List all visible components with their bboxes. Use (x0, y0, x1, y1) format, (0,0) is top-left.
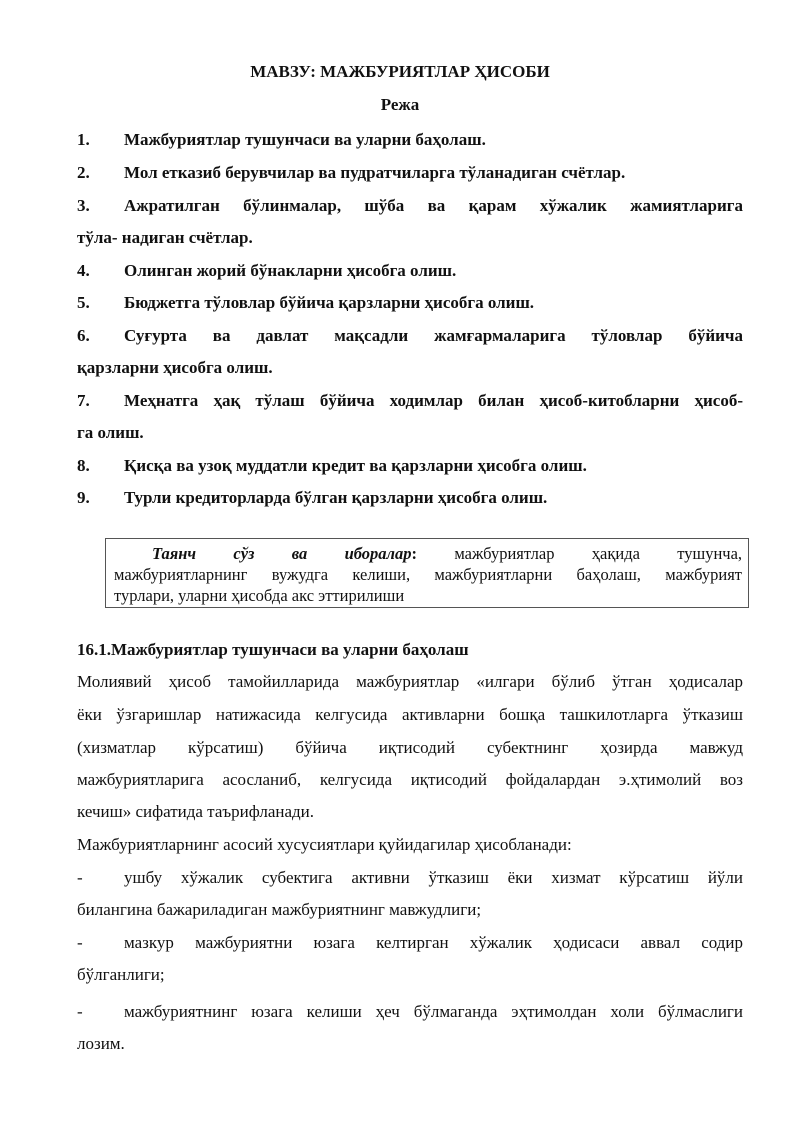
plan-item-number: 7. (77, 391, 90, 410)
keywords-box (105, 538, 749, 608)
plan-item-text-cont: га олиш. (77, 423, 144, 442)
plan-item-number: 3. (77, 196, 90, 215)
section-heading: 16.1.Мажбуриятлар тушунчаси ва уларни баҳолаш (77, 640, 469, 659)
paragraph-line: ёки ўзгаришлар натижасида келгусида активларни бошқа ташкилотларга ўтказиш (77, 705, 743, 724)
bullet-text: мажбуриятнинг юзага келиши ҳеч бўлмаганда эҳтимолдан холи бўлмаслиги (124, 1002, 743, 1021)
plan-item-number: 2. (77, 163, 90, 182)
bullet-mark: - (77, 868, 83, 887)
plan-item-text-cont: қарзларни ҳисобга олиш. (77, 358, 273, 377)
plan-item-number: 1. (77, 130, 90, 149)
plan-item-text: Бюджетга тўловлар бўйича қарзларни ҳисобга олиш. (124, 293, 535, 312)
bullet-text: ушбу хўжалик субектига активни ўтказиш ёки хизмат кўрсатиш йўли (124, 868, 743, 887)
paragraph-line: мажбуриятларига асосланиб, келгусида иқтисодий фойдалардан э.ҳтимолий воз (77, 770, 743, 789)
bullet-text: мазкур мажбуриятни юзага келтирган хўжалик ҳодисаси аввал содир (124, 933, 743, 952)
keywords-colon: : (411, 544, 418, 563)
plan-item-text: Турли кредиторларда бўлган қарзларни ҳисобга олиш. (124, 488, 548, 507)
plan-item-number: 6. (77, 326, 90, 345)
plan-item-number: 5. (77, 293, 90, 312)
bullet-text-cont: лозим. (77, 1034, 125, 1053)
plan-item-number: 4. (77, 261, 90, 280)
paragraph-line: Мажбуриятларнинг асосий хусусиятлари қуйидагилар ҳисобланади: (77, 835, 572, 854)
plan-item-text: Суғурта ва давлат мақсадли жамғармаларига тўловлар бўйича (124, 326, 743, 345)
plan-item-text: Олинган жорий бўнакларни ҳисобга олиш. (124, 261, 457, 280)
plan-item-text-cont: тўла- надиган счётлар. (77, 228, 253, 247)
plan-item-text: Қисқа ва узоқ муддатли кредит ва қарзларни ҳисобга олиш. (124, 456, 587, 475)
plan-item-text: Ажратилган бўлинмалар, шўба ва қарам хўжалик жамиятларига (124, 196, 743, 215)
paragraph-line: (хизматлар кўрсатиш) бўйича иқтисодий субектнинг ҳозирда мавжуд (77, 738, 743, 757)
plan-item-text: Мажбуриятлар тушунчаси ва уларни баҳолаш. (124, 130, 486, 149)
keywords-line-3: турлари, уларни ҳисобда акс эттирилиши (114, 586, 405, 605)
keywords-text-1: мажбуриятлар ҳақида тушунча, (454, 544, 743, 563)
keywords-line-2: мажбуриятларнинг вужудга келиши, мажбуриятларни баҳолаш, мажбурият (114, 565, 742, 584)
page-title: МАВЗУ: МАЖБУРИЯТЛАР ҲИСОБИ (250, 62, 550, 81)
plan-item-number: 8. (77, 456, 90, 475)
plan-item-number: 9. (77, 488, 90, 507)
plan-item-text: Меҳнатга ҳақ тўлаш бўйича ходимлар билан ҳисоб-китобларни ҳисоб- (124, 391, 743, 410)
paragraph-line: Молиявий ҳисоб тамойилларида мажбуриятлар «илгари бўлиб ўтган ҳодисалар (77, 672, 743, 691)
bullet-mark: - (77, 933, 83, 952)
bullet-text-cont: бўлганлиги; (77, 965, 165, 984)
keywords-line-1 (152, 544, 742, 564)
bullet-text-cont: билангина бажариладиган мажбуриятнинг мавжудлиги; (77, 900, 482, 919)
plan-item-text: Мол етказиб берувчилар ва пудратчиларга тўланадиган счётлар. (124, 163, 626, 182)
paragraph-line: кечиш» сифатида таърифланади. (77, 802, 315, 821)
bullet-mark: - (77, 1002, 83, 1021)
keywords-label: Таянч сўз ва иборалар (152, 544, 412, 563)
plan-heading: Режа (380, 95, 420, 114)
